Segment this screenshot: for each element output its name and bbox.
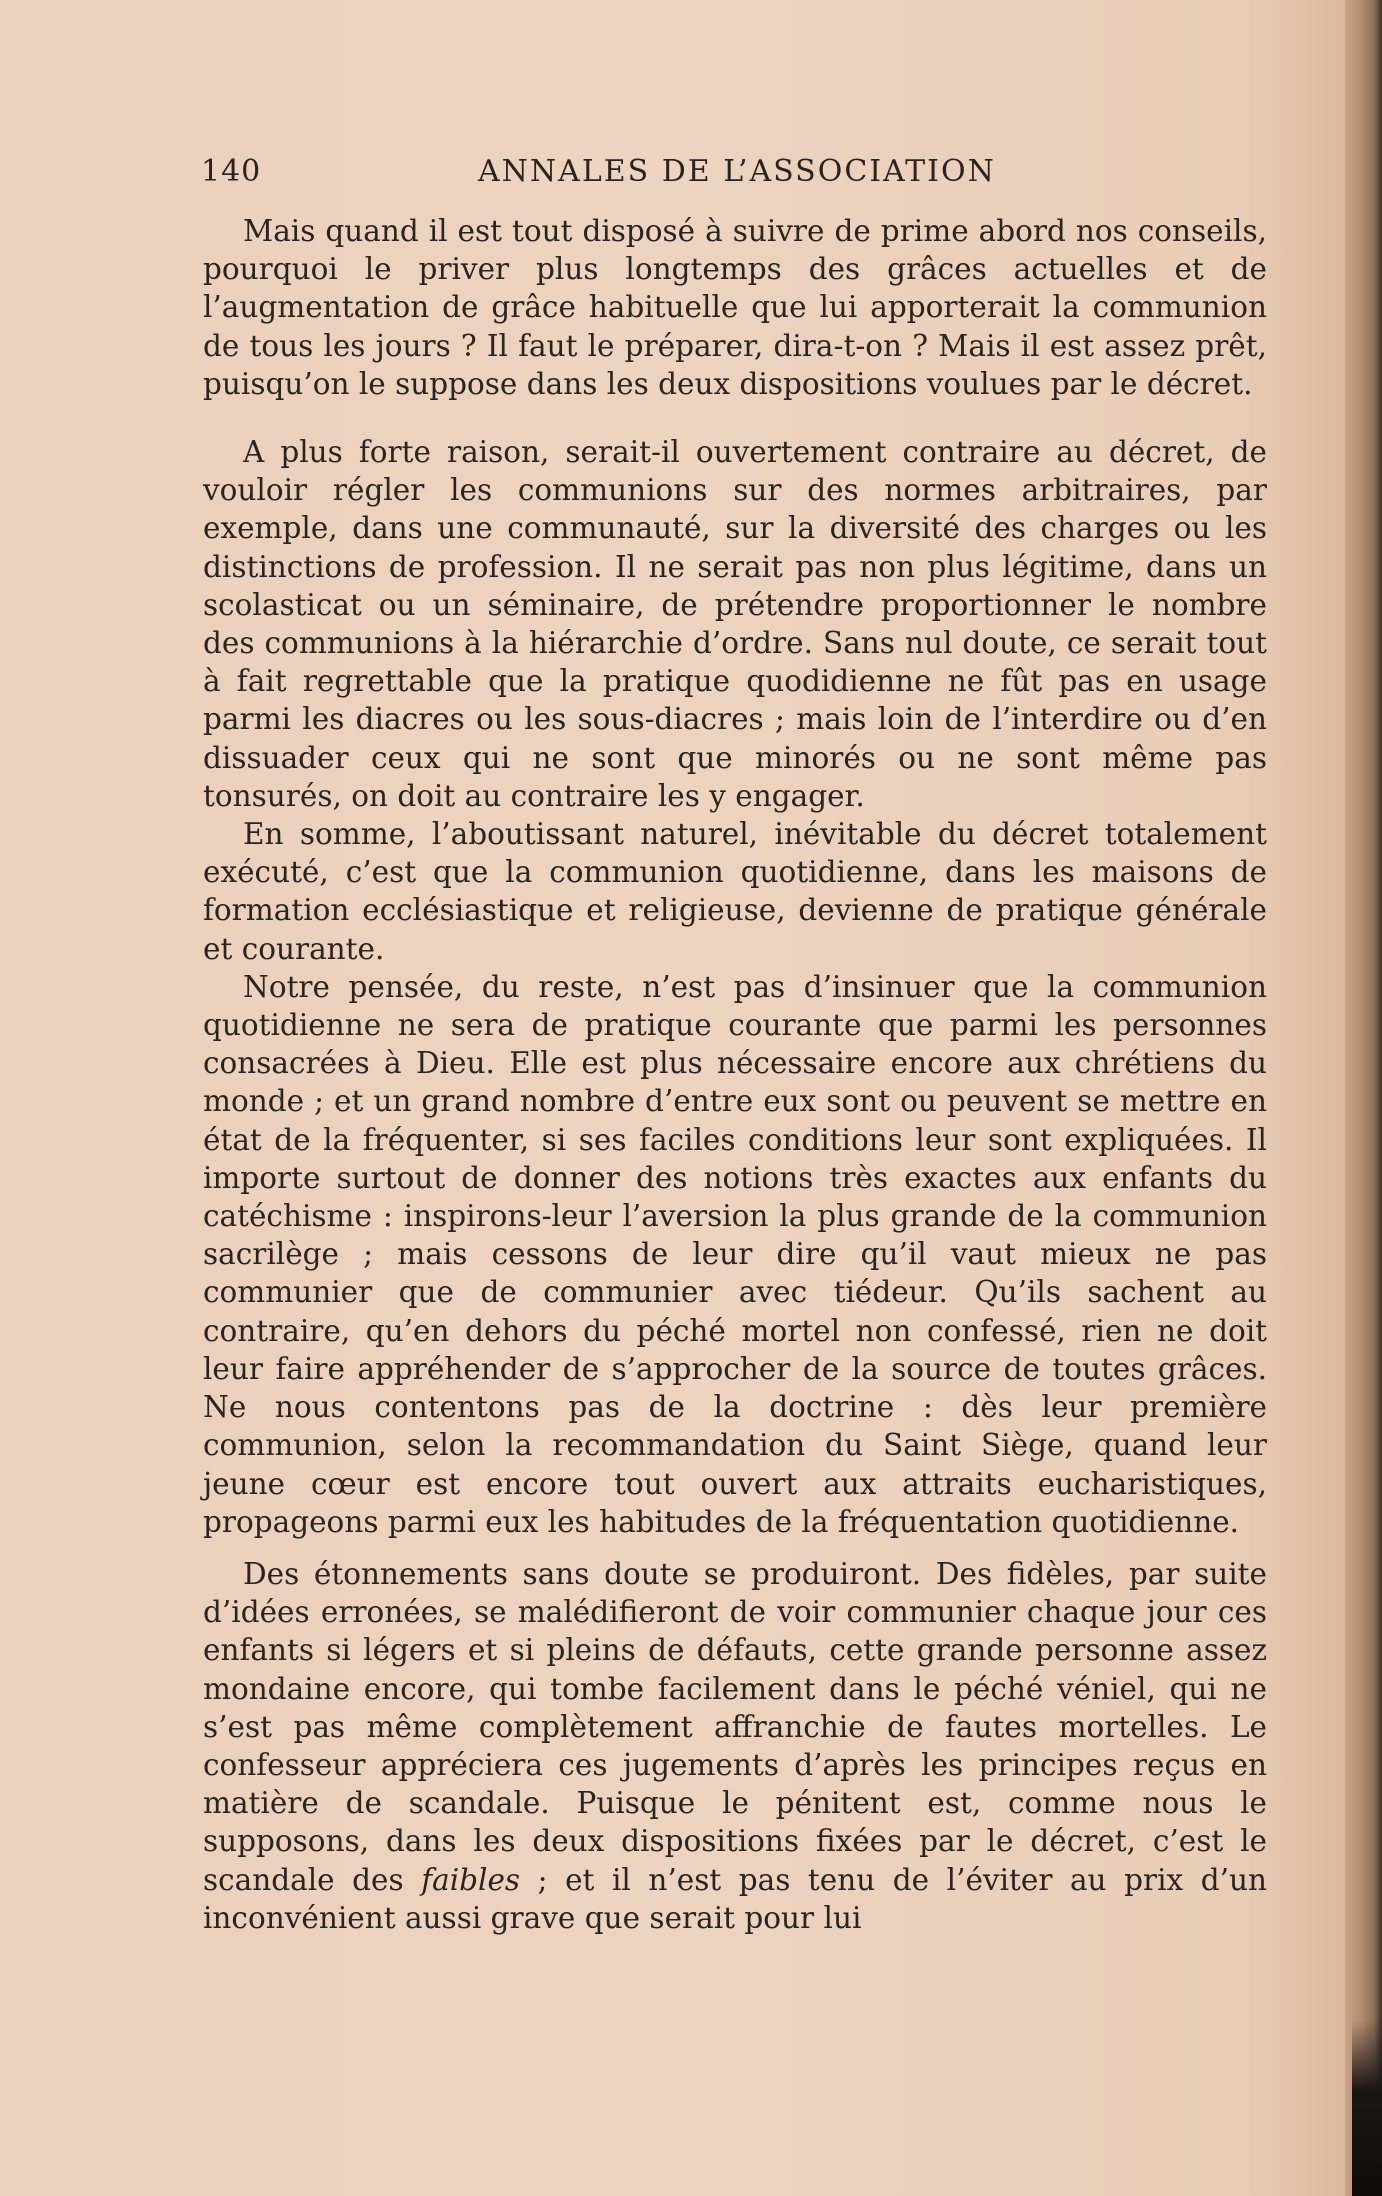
page-edge [1345, 0, 1382, 2196]
paragraph-2: A plus forte raison, serait-il ouvertement contraire au décret, de vouloir régler les communions sur des normes arbitraires, par exemple, dans une communauté, sur la diversité des charges ou les distinctions de profession. Il ne serait pas non plus légitime, dans un scolasticat ou un séminaire, de prétendre proportionner le nombre des communions à la hiérarchie d’ordre. Sans nul doute, ce serait tout à fait regrettable que la pratique quodidienne ne fût pas en usage parmi les diacres ou les sous-diacres ; mais loin de l’interdire ou d’en dissuader ceux qui ne sont que minorés ou ne sont même pas tonsurés, on doit au contraire les y engager. [203, 435, 1267, 813]
running-header [201, 152, 1009, 192]
page-number: 140 [201, 154, 262, 189]
running-title: ANNALES DE L’ASSOCIATION [478, 154, 996, 189]
paragraph-5-tail: ; et il n’est pas tenu de l’éviter au prix d’un inconvénient aussi grave que serait pour lui [203, 1862, 1267, 1935]
paragraph-3: En somme, l’aboutissant naturel, inévitable du décret totalement exécuté, c’est que la communion quotidienne, dans les maisons de formation ecclésiastique et religieuse, devienne de pratique générale et courante. [203, 817, 1267, 966]
italic-word: faibles [421, 1862, 521, 1897]
binding-shadow [1352, 2020, 1382, 2196]
body-text [203, 212, 1267, 1937]
paragraph-5-text: Des étonnements sans doute se produiront. Des fidèles, par suite d’idées erronées, se malédifieront de voir communier chaque jour ces enfants si légers et si pleins de défauts, cette grande personne assez mondaine encore, qui tombe facilement dans le péché véniel, qui ne s’est pas même complètement affranchie de fautes mortelles. Le confesseur appréciera ces jugements d’après les principes reçus en matière de scandale. Puisque le pénitent est, comme nous le supposons, dans les deux dispositions fixées par le décret, c’est le scandale des [203, 1556, 1267, 1897]
paragraph-1: Mais quand il est tout disposé à suivre de prime abord nos conseils, pourquoi le priver plus longtemps des grâces actuelles et de l’augmentation de grâce habituelle que lui apporterait la communion de tous les jours ? Il faut le préparer, dira-t-on ? Mais il est assez prêt, puisqu’on le suppose dans les deux dispositions voulues par le décret. [203, 214, 1267, 401]
paragraph-5 [203, 1555, 1267, 1937]
paragraph-4: Notre pensée, du reste, n’est pas d’insinuer que la communion quotidienne ne sera de pratique courante que parmi les personnes consacrées à Dieu. Elle est plus nécessaire encore aux chrétiens du monde ; et un grand nombre d’entre eux sont ou peuvent se mettre en état de la fréquenter, si ses faciles conditions leur sont expliquées. Il importe surtout de donner des notions très exactes aux enfants du catéchisme : inspirons-leur l’aversion la plus grande de la communion sacrilège ; mais cessons de leur dire qu’il vaut mieux ne pas communier que de communier avec tiédeur. Qu’ils sachent au contraire, qu’en dehors du péché mortel non confessé, rien ne doit leur faire appréhender de s’approcher de la source de toutes grâces. Ne nous contentons pas de la doctrine : dès leur première communion, selon la recommandation du Saint Siège, quand leur jeune cœur est encore tout ouvert aux attraits eucharistiques, propageons parmi eux les habitudes de la fréquentation quotidienne. [203, 969, 1267, 1539]
